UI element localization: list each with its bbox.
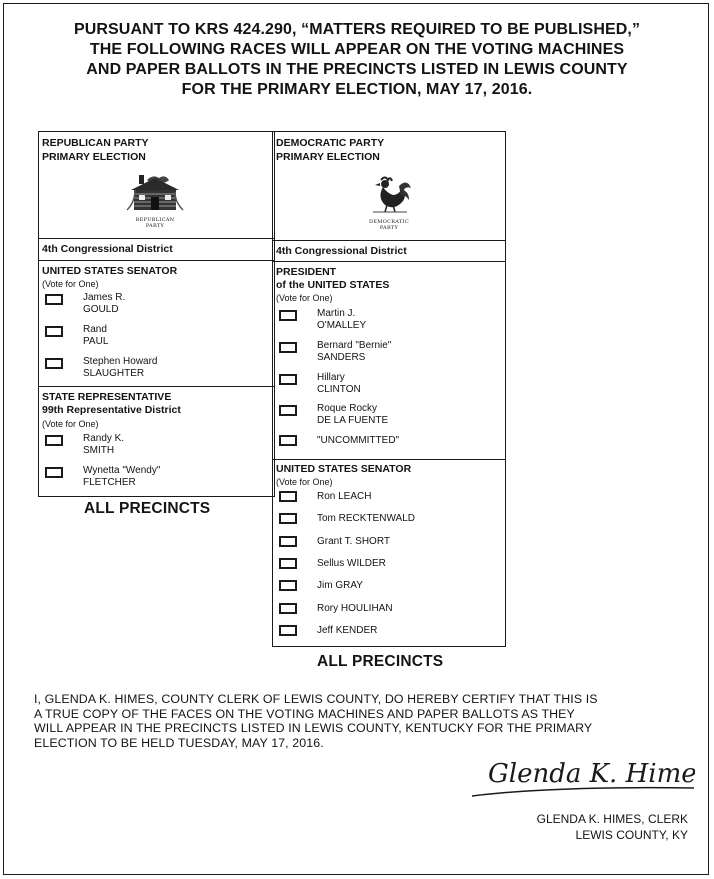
vote-checkbox[interactable] [279, 625, 297, 636]
vote-checkbox[interactable] [279, 558, 297, 569]
candidate-first: Roque Rocky [317, 403, 378, 414]
candidate-name: Sellus WILDER [317, 558, 386, 569]
precincts-label: ALL PRECINCTS [84, 500, 211, 517]
vote-checkbox[interactable] [45, 294, 63, 305]
republican-ballot [38, 131, 275, 497]
vote-checkbox[interactable] [45, 435, 63, 446]
divider [39, 386, 274, 387]
race-subtitle: of the UNITED STATES [276, 279, 390, 291]
candidate-first: Randy K. [83, 433, 125, 444]
candidate-last: O'MALLEY [317, 320, 367, 331]
divider [39, 238, 274, 239]
emblem-caption: PARTY [379, 225, 399, 231]
party-name: REPUBLICAN PARTY [42, 137, 149, 149]
vote-checkbox[interactable] [45, 467, 63, 478]
republican-party-heading [42, 136, 149, 164]
vote-checkbox[interactable] [279, 603, 297, 614]
race-title: UNITED STATES SENATOR [42, 265, 178, 277]
vote-for-label: (Vote for One) [42, 419, 99, 429]
candidate-last: DE LA FUENTE [317, 415, 389, 426]
divider [273, 459, 505, 460]
candidate-last: PAUL [83, 336, 109, 347]
vote-checkbox[interactable] [279, 513, 297, 524]
log-cabin-icon [125, 172, 185, 229]
vote-checkbox[interactable] [279, 536, 297, 547]
certification-line: WILL APPEAR IN THE PRECINCTS LISTED IN LEWIS COUNTY, KENTUCKY FOR THE PRIMARY [34, 721, 593, 735]
election-name: PRIMARY ELECTION [276, 151, 380, 163]
vote-for-label: (Vote for One) [276, 293, 333, 303]
candidate-name: Rory HOULIHAN [317, 603, 393, 614]
candidate-last: CLINTON [317, 384, 361, 395]
district-label: 4th Congressional District [276, 245, 407, 257]
candidate-first: James R. [83, 292, 126, 303]
certification-text [34, 692, 694, 750]
divider [39, 260, 274, 261]
notice-heading [18, 20, 696, 100]
clerk-block [537, 811, 688, 843]
heading-line: AND PAPER BALLOTS IN THE PRECINCTS LISTED IN LEWIS COUNTY [86, 61, 628, 78]
vote-checkbox[interactable] [279, 580, 297, 591]
democratic-party-heading [276, 136, 384, 164]
vote-checkbox[interactable] [45, 326, 63, 337]
candidate-first: Rand [83, 324, 107, 335]
clerk-name: GLENDA K. HIMES, CLERK [536, 812, 688, 826]
candidate-name: Jim GRAY [317, 580, 363, 591]
emblem-caption: DEMOCRATIC [369, 219, 409, 225]
certification-line: I, GLENDA K. HIMES, COUNTY CLERK OF LEWIS COUNTY, DO HEREBY CERTIFY THAT THIS IS [34, 692, 598, 706]
rooster-icon [361, 174, 417, 231]
heading-line: THE FOLLOWING RACES WILL APPEAR ON THE VOTING MACHINES [89, 41, 625, 58]
race-title: UNITED STATES SENATOR [276, 463, 412, 475]
vote-checkbox[interactable] [279, 374, 297, 385]
party-name: DEMOCRATIC PARTY [276, 137, 385, 149]
vote-for-label: (Vote for One) [276, 477, 333, 487]
election-name: PRIMARY ELECTION [42, 151, 146, 163]
vote-checkbox[interactable] [279, 405, 297, 416]
clerk-signature [470, 752, 695, 800]
candidate-first: Bernard "Bernie" [317, 340, 392, 351]
candidate-name: "UNCOMMITTED" [317, 435, 400, 446]
democratic-ballot [272, 131, 506, 647]
divider [273, 240, 505, 241]
race-title [42, 391, 181, 417]
candidate-last: SMITH [83, 445, 115, 456]
candidate-name: Tom RECKTENWALD [317, 513, 415, 524]
divider [273, 261, 505, 262]
candidate-name: Ron LEACH [317, 491, 372, 502]
candidate-last: FLETCHER [83, 477, 136, 488]
precincts-label: ALL PRECINCTS [317, 653, 444, 670]
race-title [276, 266, 389, 292]
district-label: 4th Congressional District [42, 243, 173, 255]
candidate-last: SANDERS [317, 352, 366, 363]
candidate-first: Wynetta "Wendy" [83, 465, 161, 476]
candidate-last: GOULD [83, 304, 119, 315]
candidate-first: Martin J. [317, 308, 356, 319]
heading-line: PURSUANT TO KRS 424.290, “MATTERS REQUIRED TO BE PUBLISHED,” [73, 21, 641, 38]
certification-line: A TRUE COPY OF THE FACES ON THE VOTING MACHINES AND PAPER BALLOTS AS THEY [34, 706, 575, 721]
race-title-line: PRESIDENT [276, 266, 337, 278]
emblem-caption: REPUBLICAN [135, 217, 175, 223]
signature-text: Glenda K. Himes [488, 759, 695, 789]
candidate-first: Stephen Howard [83, 356, 158, 367]
vote-checkbox[interactable] [279, 310, 297, 321]
race-subtitle: 99th Representative District [42, 404, 181, 416]
clerk-county: LEWIS COUNTY, KY [575, 828, 688, 842]
candidate-name: Jeff KENDER [317, 625, 378, 636]
certification-line: ELECTION TO BE HELD TUESDAY, MAY 17, 2016. [34, 735, 324, 750]
vote-checkbox[interactable] [279, 491, 297, 502]
candidate-first: Hillary [317, 372, 345, 383]
heading-line: FOR THE PRIMARY ELECTION, MAY 17, 2016. [181, 81, 533, 98]
race-title-line: STATE REPRESENTATIVE [42, 391, 172, 403]
vote-for-label: (Vote for One) [42, 279, 99, 289]
candidate-last: SLAUGHTER [83, 368, 145, 379]
vote-checkbox[interactable] [279, 435, 297, 446]
emblem-caption: PARTY [145, 223, 165, 229]
vote-checkbox[interactable] [279, 342, 297, 353]
vote-checkbox[interactable] [45, 358, 63, 369]
candidate-name: Grant T. SHORT [317, 536, 390, 547]
